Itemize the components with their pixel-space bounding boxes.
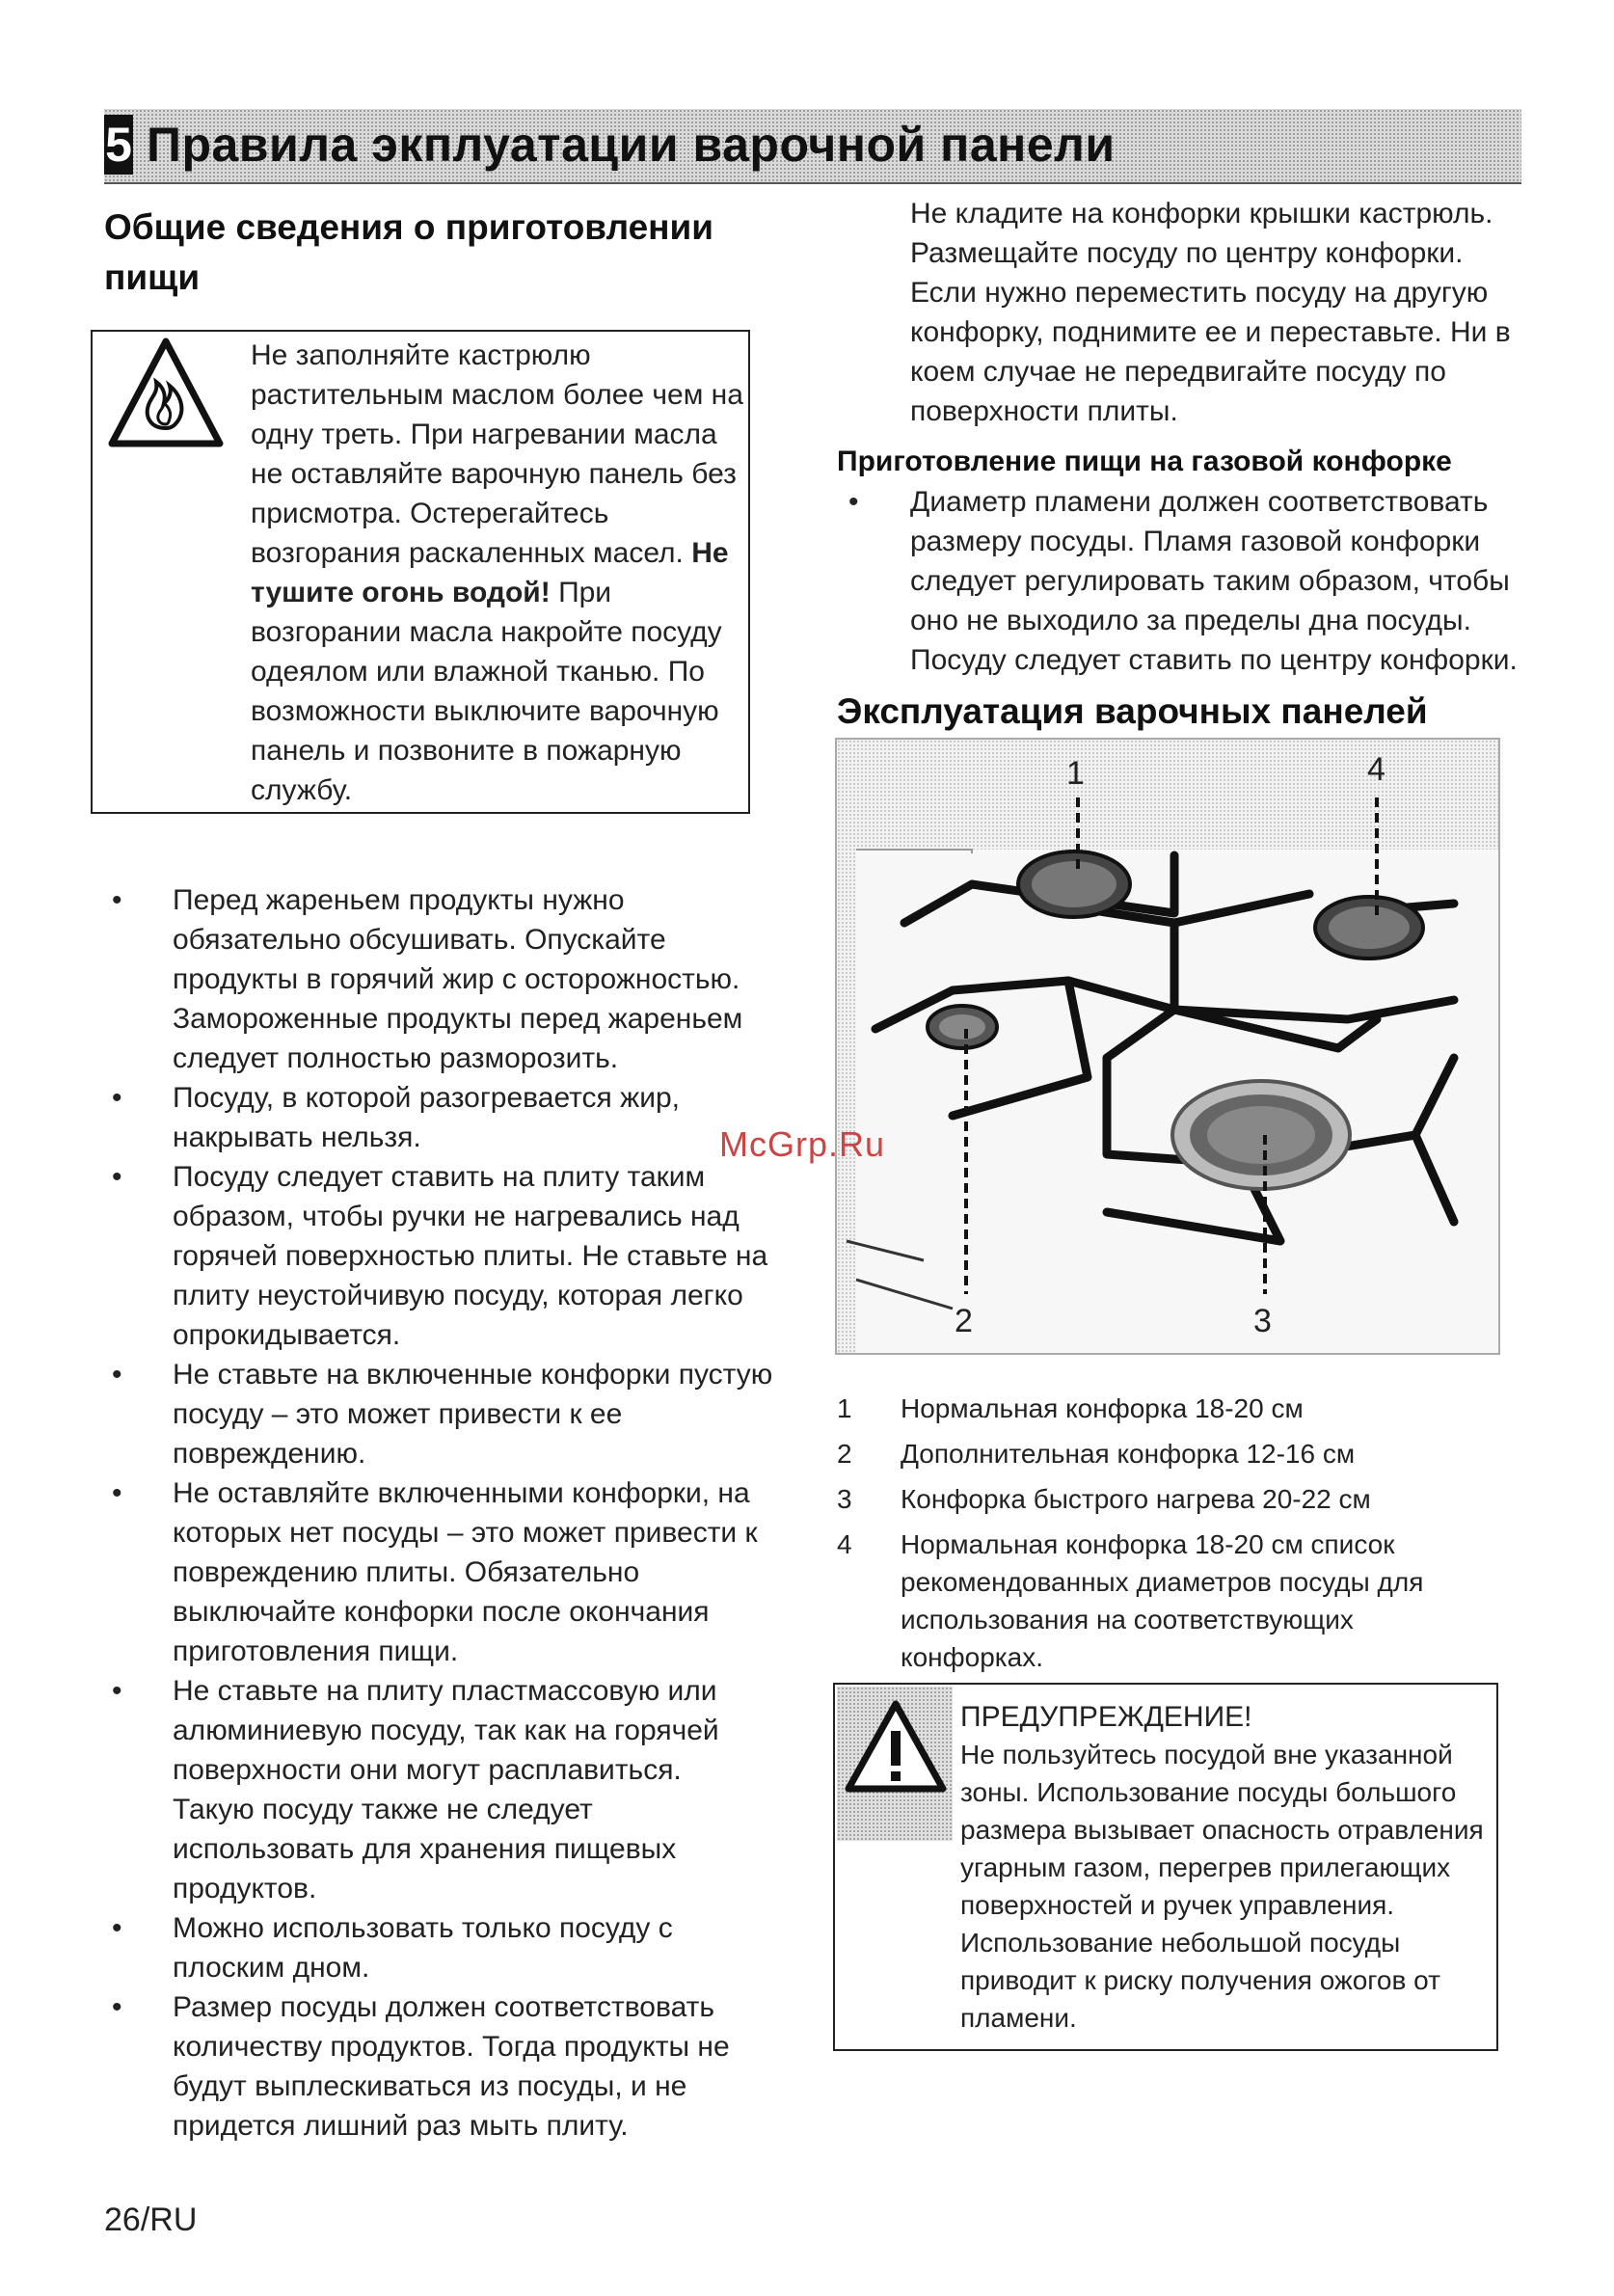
- fire-line: панель и позвоните в пожарную: [251, 735, 682, 767]
- burner-1: [1018, 851, 1130, 917]
- list-line: приготовления пищи.: [173, 1635, 459, 1667]
- fire-line: присмотра. Остерегайтесь: [251, 498, 609, 529]
- list-line: • Диаметр пламени должен соответствовать: [910, 486, 1489, 518]
- legend-number: 4: [837, 1529, 852, 1559]
- cookware-placement-text: [910, 194, 1527, 431]
- diagram-label-3: 3: [1253, 1303, 1272, 1339]
- legend-line: конфорках.: [901, 1642, 1043, 1672]
- fire-line: одну треть. При нагревании масла: [251, 419, 717, 450]
- list-line: оно не выходило за пределы дна посуды.: [910, 605, 1471, 636]
- list-line: плоским дном.: [173, 1952, 370, 1984]
- burner-2: [928, 1006, 997, 1048]
- fire-line: [251, 533, 752, 573]
- list-line: • Не ставьте на плиту пластмассовую или: [173, 1675, 717, 1707]
- legend-number: 2: [837, 1439, 852, 1469]
- diagram-label-2: 2: [955, 1303, 973, 1339]
- list-line: • Перед жареньем продукты нужно: [173, 884, 625, 916]
- watermark: McGrp.Ru: [719, 1124, 886, 1164]
- fire-hazard-icon: [106, 336, 226, 451]
- list-line: следует регулировать таким образом, чтобы: [910, 565, 1510, 597]
- list-line: • Посуду следует ставить на плиту таким: [173, 1161, 706, 1193]
- fire-bold-text: Не: [691, 537, 729, 569]
- list-item: [100, 1157, 794, 1355]
- legend-line: рекомендованных диаметров посуды для: [901, 1567, 1424, 1597]
- warning-line: размера вызывает опасность отравления: [960, 1815, 1484, 1845]
- list-line: опрокидывается.: [173, 1319, 401, 1351]
- list-line: образом, чтобы ручки не нагревались над: [173, 1201, 740, 1232]
- list-item: [100, 1671, 794, 1908]
- diagram-label-4: 4: [1367, 751, 1385, 788]
- warning-icon-background: [837, 1687, 953, 1841]
- warning-line: Не пользуйтесь посудой вне указанной: [960, 1740, 1453, 1769]
- heading-line-2: пищи: [104, 257, 201, 297]
- list-line: • Посуду, в которой разогревается жир,: [173, 1082, 680, 1114]
- list-line: количеству продуктов. Тогда продукты не: [173, 2031, 730, 2063]
- fire-bold-text: тушите огонь водой!: [251, 577, 551, 608]
- legend-line: Нормальная конфорка 18-20 см список: [901, 1529, 1395, 1559]
- warning-line: поверхностей и ручек управления.: [960, 1890, 1395, 1920]
- list-item: [837, 482, 1531, 680]
- list-line: Такую посуду также не следует: [173, 1794, 593, 1825]
- list-line: алюминиевую посуду, так как на горячей: [173, 1715, 719, 1746]
- section-heading-general: [104, 203, 713, 303]
- page-number: 26/RU: [104, 2201, 198, 2238]
- burner-4: [1315, 897, 1423, 959]
- chapter-banner: [104, 109, 1521, 184]
- fire-line: службу.: [251, 774, 353, 806]
- list-line: продукты в горячий жир с осторожностью.: [173, 963, 740, 995]
- chapter-title: Правила экплуатации варочной панели: [147, 118, 1116, 172]
- legend-text: [901, 1526, 1537, 1676]
- chapter-number: 5: [104, 115, 133, 175]
- list-line: • Не оставляйте включенными конфорки, на: [173, 1477, 750, 1509]
- legend-text: Нормальная конфорка 18-20 см: [901, 1393, 1304, 1423]
- list-line: которых нет посуды – это может привести к: [173, 1517, 758, 1549]
- list-line: плиту неустойчивую посуду, которая легко: [173, 1280, 743, 1311]
- legend-text: Дополнительная конфорка 12-16 см: [901, 1439, 1356, 1469]
- warning-box: [833, 1683, 1498, 2051]
- list-line: • Размер посуды должен соответствовать: [173, 1991, 714, 2023]
- fire-line: Не заполняйте кастрюлю: [251, 339, 591, 371]
- diagram-label-1: 1: [1066, 755, 1085, 792]
- hob-operation-heading: Эксплуатация варочных панелей: [837, 691, 1428, 731]
- list-line: Замороженные продукты перед жареньем: [173, 1003, 743, 1035]
- list-line: размеру посуды. Пламя газовой конфорки: [910, 526, 1481, 557]
- fire-line: возгорании масла накройте посуду: [251, 616, 722, 648]
- list-item: [100, 880, 794, 1078]
- cooking-rules-list: [100, 880, 794, 2146]
- heading-line-1: Общие сведения о приготовлении: [104, 207, 713, 247]
- list-item: [100, 1355, 794, 1473]
- list-line: будут выплескиваться из посуды, и не: [173, 2070, 687, 2102]
- hob-diagram: [835, 738, 1500, 1355]
- legend-number: 1: [837, 1393, 852, 1423]
- fire-warning-box: [91, 330, 750, 814]
- list-line: повреждению.: [173, 1438, 366, 1470]
- fire-warning-text: [251, 336, 752, 810]
- gas-burner-heading: Приготовление пищи на газовой конфорке: [837, 446, 1452, 477]
- text-line: поверхности плиты.: [910, 395, 1178, 427]
- list-line: посуду – это может привести к ее: [173, 1398, 623, 1430]
- list-line: использовать для хранения пищевых: [173, 1833, 677, 1865]
- fire-line: возможности выключите варочную: [251, 695, 719, 727]
- list-line: обязательно обсушивать. Опускайте: [173, 924, 666, 956]
- list-line: накрывать нельзя.: [173, 1121, 421, 1153]
- list-line: выключайте конфорки после окончания: [173, 1596, 710, 1628]
- list-item: [100, 1987, 794, 2146]
- warning-text: [960, 1698, 1495, 2037]
- list-line: следует полностью разморозить.: [173, 1042, 619, 1074]
- text-line: коем случае не передвигайте посуду по: [910, 356, 1446, 388]
- fire-line: одеялом или влажной тканью. По: [251, 656, 705, 688]
- legend-text: Конфорка быстрого нагрева 20-22 см: [901, 1484, 1371, 1514]
- list-line: поверхности они могут расплавиться.: [173, 1754, 682, 1786]
- warning-title: ПРЕДУПРЕЖДЕНИЕ!: [960, 1701, 1252, 1733]
- list-line: горячей поверхностью плиты. Не ставьте на: [173, 1240, 768, 1272]
- fire-line: не оставляйте варочную панель без: [251, 458, 737, 490]
- hob-illustration: [837, 740, 1498, 1353]
- list-line: • Не ставьте на включенные конфорки пустую: [173, 1359, 773, 1391]
- text-line: Если нужно переместить посуду на другую: [910, 277, 1489, 309]
- fire-line: [251, 573, 752, 612]
- warning-line: пламени.: [960, 2003, 1077, 2033]
- gas-burner-list: [837, 482, 1531, 680]
- list-item: [100, 1078, 794, 1157]
- warning-line: угарным газом, перегрев прилегающих: [960, 1852, 1451, 1882]
- text-line: конфорку, поднимите ее и переставьте. Ни в: [910, 316, 1511, 348]
- list-line: • Можно использовать только посуду с: [173, 1912, 673, 1944]
- warning-triangle-icon: [843, 1698, 949, 1795]
- list-line: продуктов.: [173, 1873, 317, 1904]
- fire-line-text: При: [558, 577, 612, 608]
- legend-number: 3: [837, 1484, 852, 1514]
- list-item: [100, 1473, 794, 1671]
- list-item: [100, 1908, 794, 1987]
- list-line: повреждению плиты. Обязательно: [173, 1556, 640, 1588]
- fire-line-text: возгорания раскаленных масел.: [251, 537, 684, 569]
- warning-line: приводит к риску получения ожогов от: [960, 1965, 1440, 1995]
- warning-line: зоны. Использование посуды большого: [960, 1777, 1457, 1807]
- text-line: Не кладите на конфорки крышки кастрюль.: [910, 198, 1493, 230]
- list-line: Посуду следует ставить по центру конфорки.: [910, 644, 1518, 676]
- text-line: Размещайте посуду по центру конфорки.: [910, 237, 1464, 269]
- warning-line: Использование небольшой посуды: [960, 1928, 1401, 1958]
- legend-line: использования на соответствующих: [901, 1605, 1354, 1634]
- fire-line: растительным маслом более чем на: [251, 379, 743, 411]
- list-line: придется лишний раз мыть плиту.: [173, 2110, 629, 2142]
- burner-3: [1172, 1081, 1350, 1189]
